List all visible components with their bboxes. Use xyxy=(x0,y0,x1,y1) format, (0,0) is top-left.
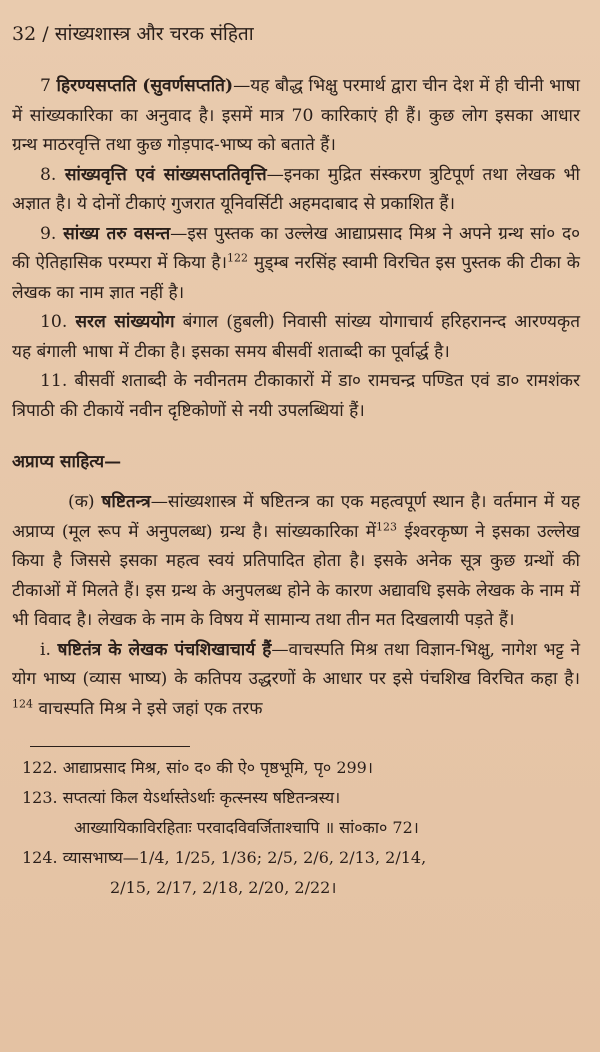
shashtitantra-title: षष्टितन्त्र xyxy=(101,492,151,512)
para-marker-ka: (क) xyxy=(68,492,95,512)
footnote-ref-123: 123 xyxy=(376,519,398,533)
item-9-text: —इस पुस्तक का उल्लेख आद्याप्रसाद मिश्र ने अपने ग्रन्थ सां० द० की ऐतिहासिक परम्परा में किया है। xyxy=(12,223,581,273)
item-11 xyxy=(12,367,580,426)
item-7-num: 7 xyxy=(40,76,51,96)
footnote-122: 122. आद्याप्रसाद मिश्र, सां० द० की ऐ० पृष्ठभूमि, पृ० 299। xyxy=(22,758,373,777)
header-separator: / xyxy=(42,23,49,45)
author-text: —वाचस्पति मिश्र तथा विज्ञान-भिक्षु, नागेश भट्ट ने योग भाष्य (व्यास भाष्य) के कतिपय उद्धरणों के आधार पर इसे पंचशिख विरचित कहा है। xyxy=(12,639,581,689)
footnote-ref-122: 122 xyxy=(227,251,248,265)
shashtitantra-paragraph xyxy=(12,488,580,636)
author-title: षष्टितंत्र के लेखक पंचशिखाचार्य हैं xyxy=(57,639,272,660)
footnote-123 xyxy=(12,783,580,843)
item-7-title: हिरण्यसप्तति (सुवर्णसप्तति) xyxy=(56,76,234,96)
item-9-text-cont: मुड्म्ब नरसिंह स्वामी विरचित इस पुस्तक की टीका के लेखक का नाम ज्ञात नहीं है। xyxy=(12,253,580,303)
item-9-title: सांख्य तरु वसन्त xyxy=(63,223,171,244)
running-title: सांख्यशास्त्र और चरक संहिता xyxy=(54,23,254,45)
item-8-text: —इनका मुद्रित संस्करण त्रुटिपूर्ण तथा लेखक भी अज्ञात है। ये दोनों टीकाएं गुजरात यूनिवर्सिटी अहमदाबाद से प्रकाशित हैं। xyxy=(12,164,580,214)
item-11-num: 11. xyxy=(40,371,68,391)
footnote-124 xyxy=(12,843,580,903)
item-10-text: बंगाल (हुबली) निवासी सांख्य योगाचार्य हरिहरानन्द आरण्यकृत यह बंगाली भाषा में टीका है। इसका समय बीसवीं शताब्दी का पूर्वार्द्ध है। xyxy=(12,312,581,362)
footnote-ref-124: 124 xyxy=(12,696,33,710)
running-header xyxy=(12,20,580,48)
item-9-num: 9. xyxy=(40,223,57,244)
item-11-text: बीसवीं शताब्दी के नवीनतम टीकाकारों में डा० रामचन्द्र पण्डित एवं डा० रामशंकर त्रिपाठी की टीकायें नवीन दृष्टिकोणों से नयी उपलब्धियां हैं। xyxy=(12,371,581,421)
footnote-123-line-1: 123. सप्तत्यां किल येऽर्थास्तेऽर्थाः कृत्स्नस्य षष्टितन्त्रस्य। xyxy=(22,788,341,807)
item-8-num: 8. xyxy=(40,164,57,185)
item-9 xyxy=(12,220,580,309)
section-heading: अप्राप्य साहित्य— xyxy=(12,452,122,472)
item-10-title: सरल सांख्ययोग xyxy=(75,312,175,332)
item-10 xyxy=(12,308,580,367)
page-number: 32 xyxy=(12,23,37,45)
item-7 xyxy=(12,72,580,161)
item-8-title: सांख्यवृत्ति एवं सांख्यसप्ततिवृत्ति xyxy=(64,164,267,185)
item-7-text: —यह बौद्ध भिक्षु परमार्थ द्वारा चीन देश में ही चीनी भाषा में सांख्यकारिका का अनुवाद है। इसमें मात्र 70 कारिकाएं ही हैं। कुछ लोग इसका आधार ग्रन्थ माठरवृत्ति तथा कुछ गोड़पाद-भाष्य को बताते हैं। xyxy=(12,76,580,155)
para-marker-i: i. xyxy=(40,639,51,660)
shashtitantra-text: —सांख्यशास्त्र में षष्टितन्त्र का एक महत्वपूर्ण स्थान है। वर्तमान में यह अप्राप्य (मूल रूप में अनुपलब्ध) ग्रन्थ है। सांख्यकारिका में xyxy=(12,492,580,542)
footnote-123-line-2: आख्यायिकाविरहिताः परवादविवर्जिताश्चापि ॥ सां०का० 72। xyxy=(74,818,419,837)
author-paragraph xyxy=(12,636,580,725)
footnote-124-line-1: 124. व्यासभाष्य—1/4, 1/25, 1/36; 2/5, 2/6, 2/13, 2/14, xyxy=(22,848,427,867)
item-8 xyxy=(12,161,580,220)
footnote-divider xyxy=(30,746,190,747)
author-text-cont: वाचस्पति मिश्र ने इसे जहां एक तरफ xyxy=(33,698,263,719)
footnote-124-line-2: 2/15, 2/17, 2/18, 2/20, 2/22। xyxy=(110,878,337,897)
shashtitantra-text-cont: ईश्वरकृष्ण ने इसका उल्लेख किया है जिससे इसका महत्व स्वयं प्रतिपादित होता है। इसके अनेक सूत्र कुछ ग्रन्थों की टीकाओं में मिलते हैं। इस ग्रन्थ के अनुपलब्ध होने के कारण अद्यावधि इसके लेखक के नाम में भी विवाद है। लेखक के नाम के विषय में सामान्य तथा तीन मत दिखलायी पड़ते हैं। xyxy=(12,521,580,630)
item-10-num: 10. xyxy=(40,312,68,332)
